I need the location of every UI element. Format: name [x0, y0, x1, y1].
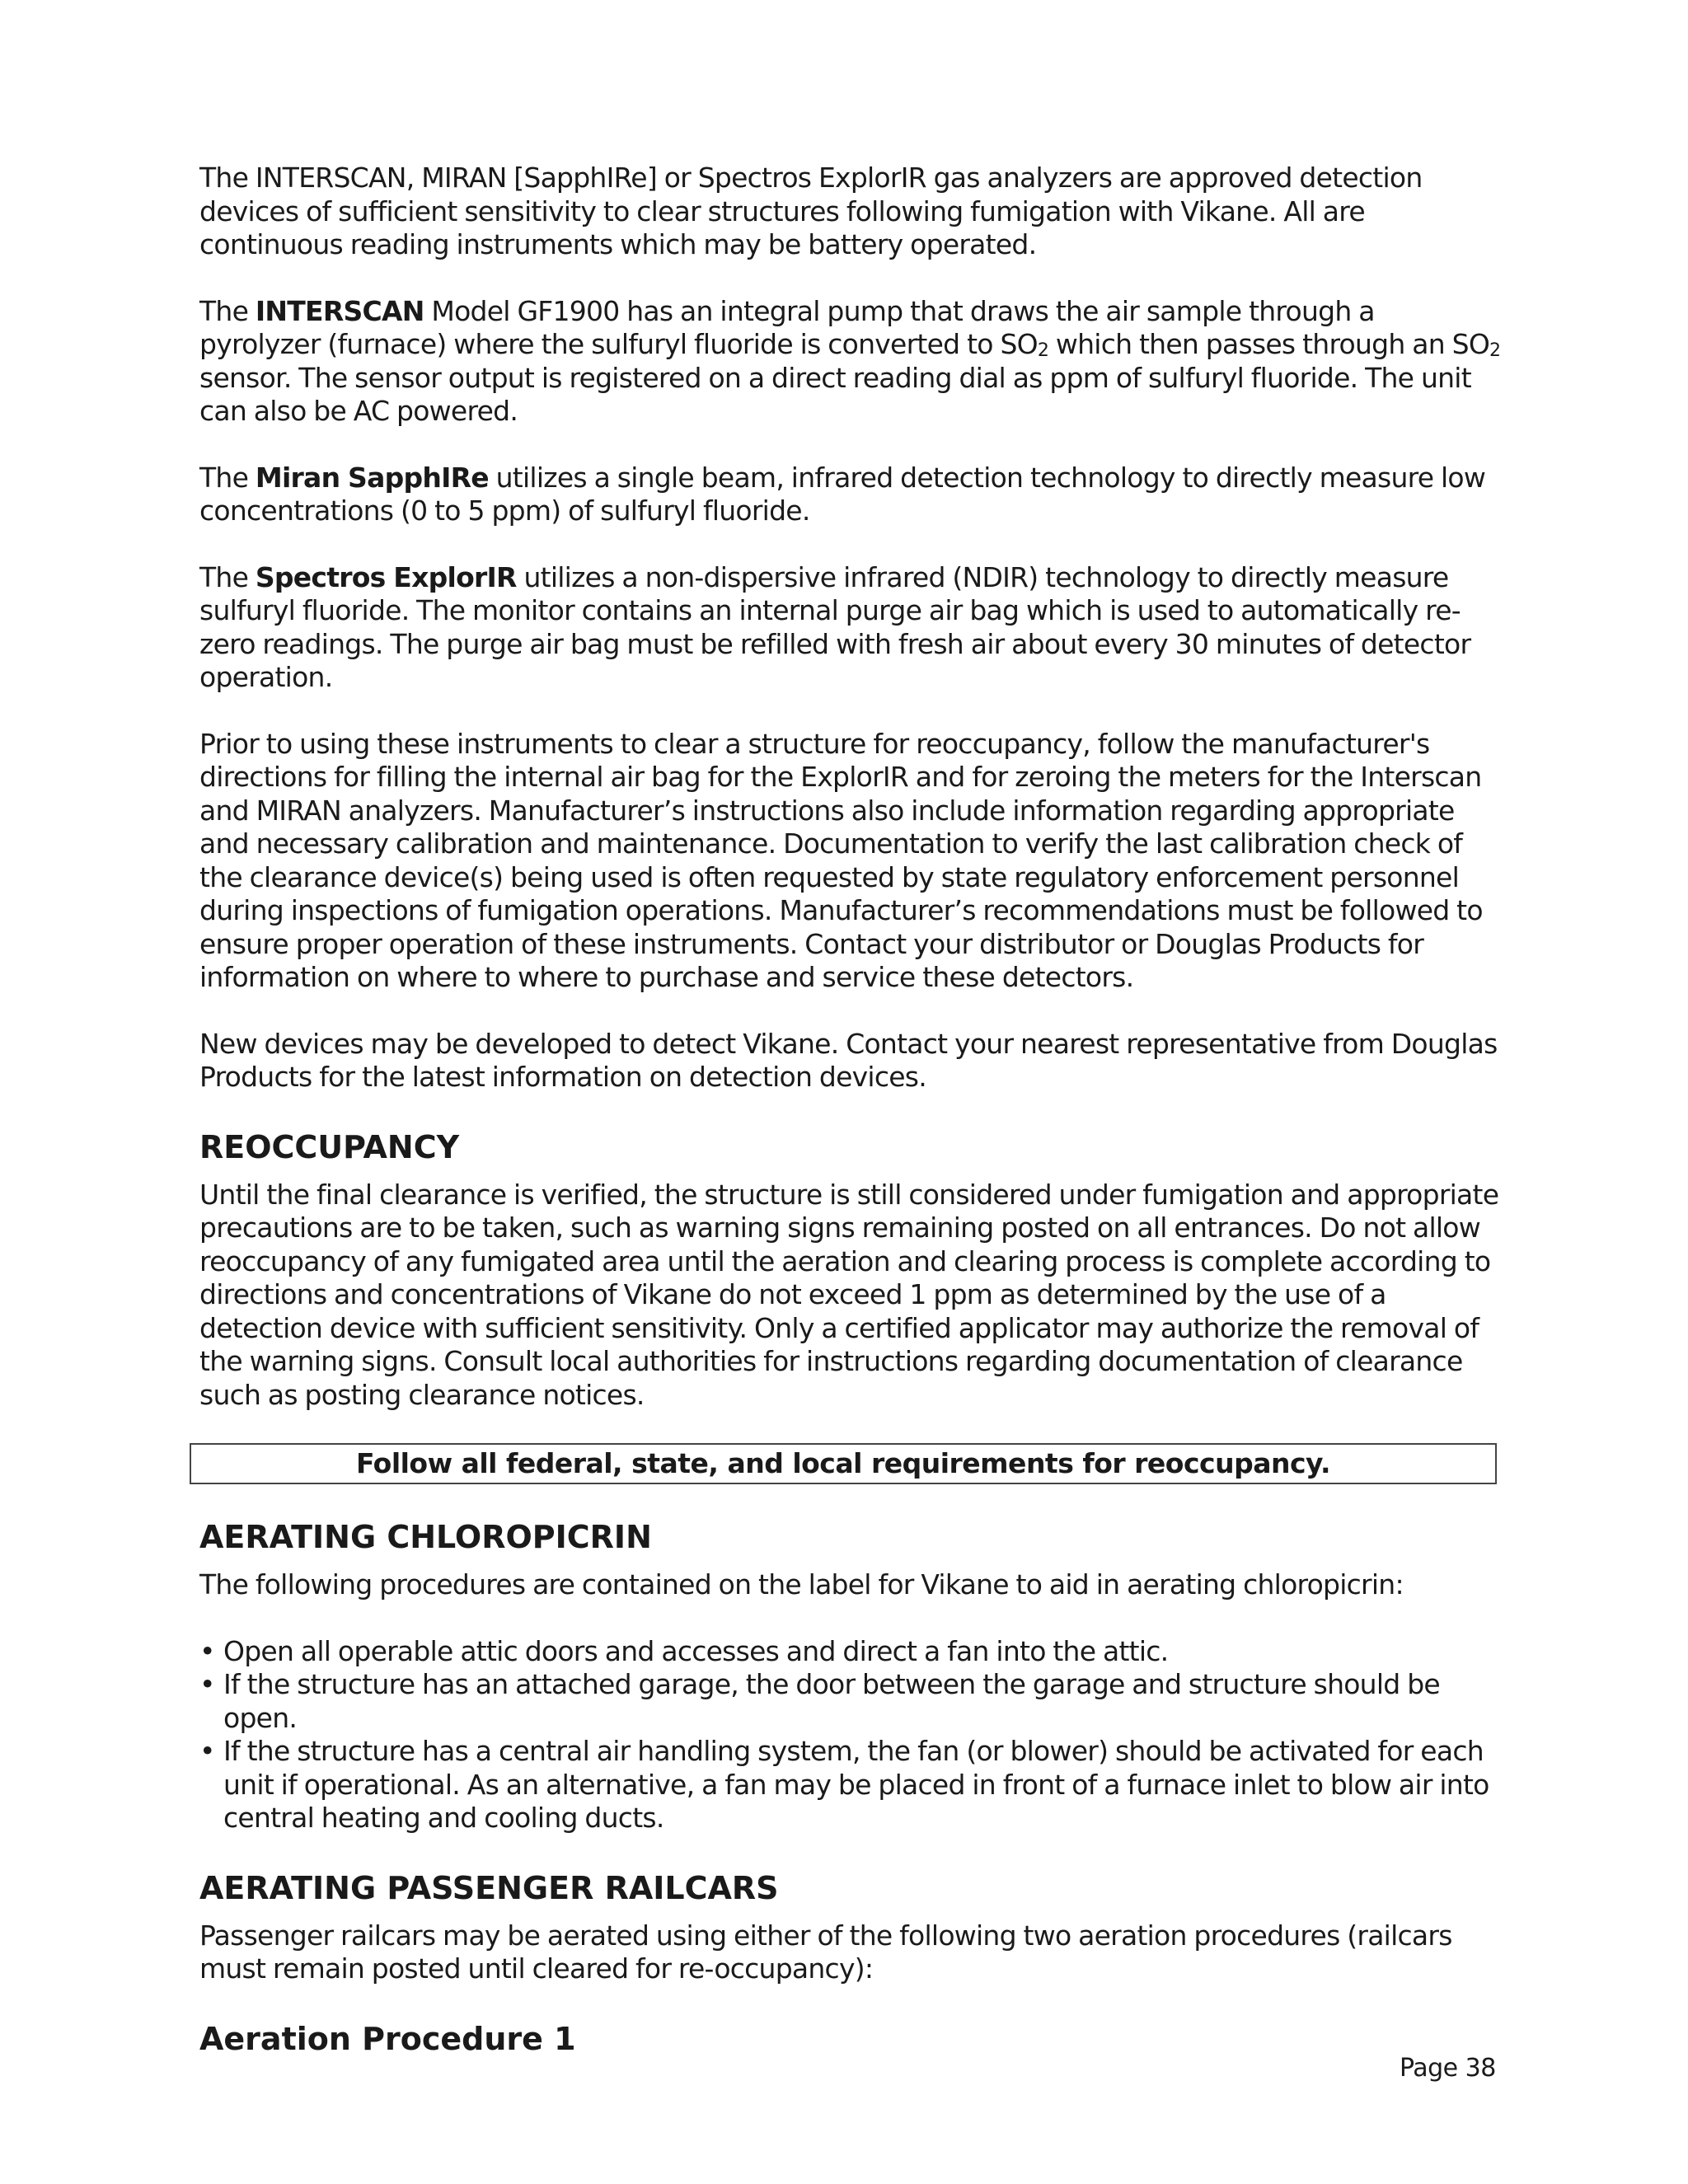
heading-aerating-chloropicrin: AERATING CHLOROPICRIN — [199, 1519, 652, 1555]
bullet-icon: • — [199, 1668, 215, 1700]
bullet-icon: • — [199, 1735, 215, 1767]
paragraph-interscan — [199, 295, 1502, 429]
page-number: Page 38 — [1400, 2054, 1496, 2083]
subscript: 2 — [1037, 340, 1049, 361]
list-item — [199, 1735, 1502, 1835]
paragraph-miran — [199, 462, 1502, 528]
heading-reoccupancy: REOCCUPANCY — [199, 1128, 460, 1165]
paragraph-text: utilizes a non-dispersive infrared (NDIR) technology to directly measure sulfuryl fluoride. The monitor contains an internal purge air bag which is used to automatically re-zero readings. The purge air bag must be refilled with fresh air about every 30 minutes of detector operation. — [199, 560, 1471, 693]
heading-aeration-procedure-1: Aeration Procedure 1 — [199, 2020, 576, 2057]
list-item — [199, 1668, 1502, 1735]
paragraph-text: Model GF1900 has an integral pump that draws the air sample through a pyrolyzer (furnace) where the sulfuryl fluoride is converted to SO — [199, 294, 1375, 360]
document-page — [199, 162, 1502, 2059]
paragraph-text: utilizes a single beam, infrared detection technology to directly measure low concentrations (0 to 5 ppm) of sulfuryl fluoride. — [199, 461, 1486, 527]
paragraph-text: sensor. The sensor output is registered on a direct reading dial as ppm of sulfuryl fluoride. The unit can also be AC powered. — [199, 361, 1471, 427]
paragraph-instrument-prep: Prior to using these instruments to clear a structure for reoccupancy, follow the manufacturer's directions for filling the internal air bag for the ExplorIR and for zeroing the meters for the Interscan and MIRAN analyzers. Manufacturer’s instructions also include information regarding appropriate and necessary calibration and maintenance. Documentation to verify the last calibration check of the clearance device(s) being used is often requested by state regulatory enforcement personnel during inspections of fumigation operations. Manufacturer’s recommendations must be followed to ensure proper operation of these instruments. Contact your distributor or Douglas Products for information on where to where to purchase and service these detectors. — [199, 727, 1483, 993]
term-interscan: INTERSCAN — [255, 294, 424, 327]
term-spectros-explorir: Spectros ExplorIR — [255, 560, 517, 593]
paragraph-analyzers-intro: The INTERSCAN, MIRAN [SapphIRe] or Spectros ExplorIR gas analyzers are approved detection devices of sufficient sensitivity to clear structures following fumigation with Vikane. All are continuous reading instruments which may be battery operated. — [199, 162, 1423, 260]
paragraph-text: The — [199, 560, 256, 593]
paragraph-spectros — [199, 561, 1502, 695]
paragraph-text: The — [199, 294, 256, 327]
paragraph-railcars-intro: Passenger railcars may be aerated using either of the following two aeration procedures (railcars must remain posted until cleared for re-occupancy): — [199, 1919, 1452, 1985]
paragraph-new-devices: New devices may be developed to detect Vikane. Contact your nearest representative from Douglas Products for the latest information on detection devices. — [199, 1027, 1498, 1093]
bullet-icon: • — [199, 1634, 215, 1667]
list-item-text: If the structure has an attached garage, the door between the garage and structure should be open. — [223, 1668, 1440, 1734]
subscript: 2 — [1489, 340, 1501, 361]
paragraph-chloropicrin-intro: The following procedures are contained on the label for Vikane to aid in aerating chloropicrin: — [199, 1568, 1404, 1601]
list-item-text: If the structure has a central air handling system, the fan (or blower) should be activated for each unit if operational. As an alternative, a fan may be placed in front of a furnace inlet to blow air into central heating and cooling ducts. — [223, 1735, 1489, 1834]
term-miran-sapphire: Miran SapphIRe — [255, 461, 489, 494]
paragraph-text: The — [199, 461, 256, 494]
reoccupancy-notice-box: Follow all federal, state, and local requirements for reoccupancy. — [190, 1443, 1497, 1484]
list-item-text: Open all operable attic doors and accesses and direct a fan into the attic. — [223, 1634, 1169, 1667]
paragraph-text: which then passes through an SO — [1048, 328, 1490, 360]
chloropicrin-procedure-list — [199, 1635, 1502, 1835]
heading-aerating-railcars: AERATING PASSENGER RAILCARS — [199, 1869, 779, 1906]
paragraph-reoccupancy: Until the final clearance is verified, the structure is still considered under fumigation and appropriate precautions are to be taken, such as warning signs remaining posted on all entrances. Do not allow reoccupancy of any fumigated area until the aeration and clearing process is complete according to directions and concentrations of Vikane do not exceed 1 ppm as determined by the use of a detection device with sufficient sensitivity. Only a certified applicator may authorize the removal of the warning signs. Consult local authorities for instructions regarding documentation of clearance such as posting clearance notices. — [199, 1178, 1499, 1411]
list-item — [199, 1635, 1502, 1669]
